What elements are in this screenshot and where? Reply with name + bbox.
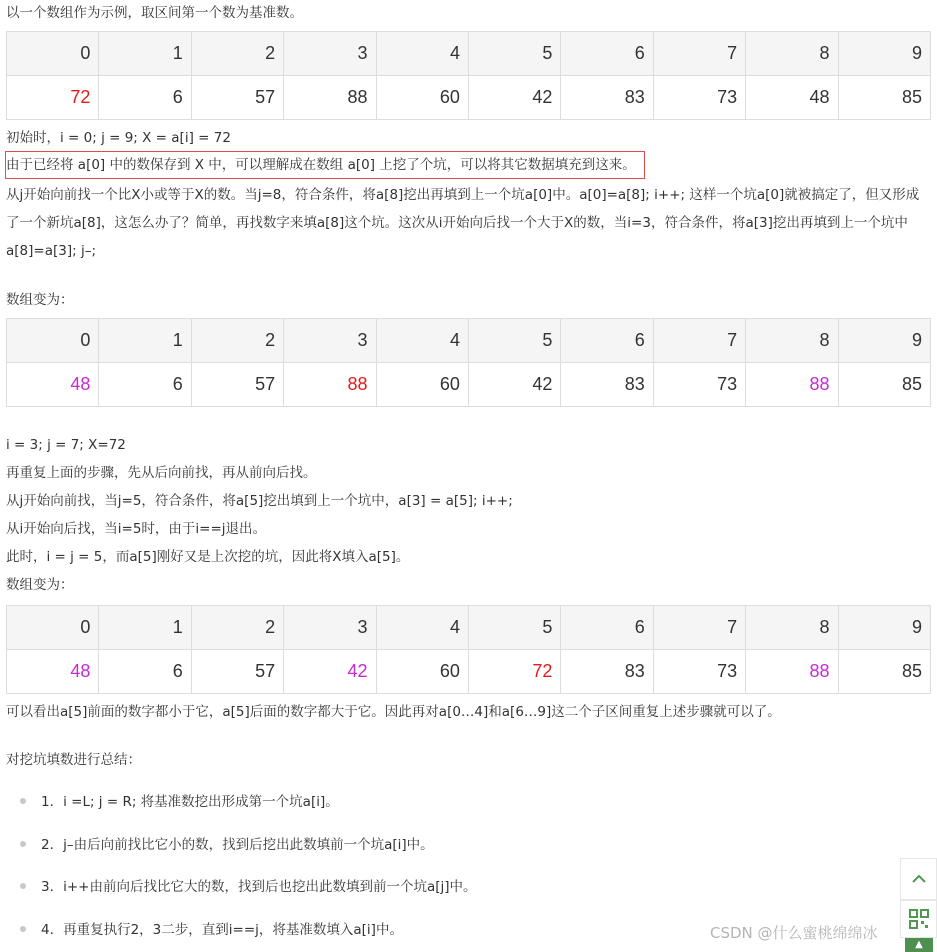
list-item: 4．再重复执行2，3二步，直到i==j，将基准数填入a[i]中。 <box>41 922 403 938</box>
index-cell: 7 <box>653 319 745 363</box>
array-changes-label-1: 数组变为： <box>6 292 74 308</box>
index-cell: 8 <box>746 606 838 650</box>
index-cell: 0 <box>7 32 99 76</box>
index-cell: 9 <box>838 32 930 76</box>
index-cell: 6 <box>561 606 653 650</box>
index-cell: 2 <box>191 319 283 363</box>
index-cell: 2 <box>191 606 283 650</box>
array-table-step2 <box>6 605 931 694</box>
value-cell: 88 <box>284 76 376 120</box>
value-cell: 42 <box>468 76 560 120</box>
index-cell: 3 <box>284 319 376 363</box>
list-item: 3．i++由前向后找比它大的数，找到后也挖出此数填到前一个坑a[j]中。 <box>41 879 477 895</box>
index-cell: 7 <box>653 606 745 650</box>
value-cell: 60 <box>376 363 468 407</box>
index-cell: 4 <box>376 606 468 650</box>
value-cell: 57 <box>191 363 283 407</box>
table-row <box>7 606 931 650</box>
value-cell: 83 <box>561 363 653 407</box>
value-cell: 48 <box>746 76 838 120</box>
index-cell: 1 <box>99 32 191 76</box>
array-table-initial <box>6 31 931 120</box>
bullet-dot-icon <box>20 798 26 804</box>
index-cell: 6 <box>561 32 653 76</box>
bullet-dot-icon <box>20 883 26 889</box>
index-cell: 5 <box>468 32 560 76</box>
step-j-text: 从j开始向前找，当j=5，符合条件，将a[5]挖出填到上一个坑中，a[3] = a[5]; i++; <box>6 493 513 509</box>
index-cell: 9 <box>838 319 930 363</box>
explanation-paragraph: 从j开始向前找一个比X小或等于X的数。当j=8，符合条件，将a[8]挖出再填到上一个坑a[0]中。a[0]=a[8]; i++; 这样一个坑a[0]就被搞定了，但又形成了一个新坑a[8]，这怎么办了？简单，再找数字来填a[8]这个坑。这次从i开始向后找一个大于X的数，当i=3，符合条件，将a[3]挖出再填到上一个坑中a[8]=a[3]; j–; <box>6 187 920 259</box>
value-cell: 88 <box>746 363 838 407</box>
index-cell: 4 <box>376 319 468 363</box>
value-cell: 48 <box>7 363 99 407</box>
value-cell: 73 <box>653 650 745 694</box>
value-cell: 42 <box>284 650 376 694</box>
value-cell: 60 <box>376 76 468 120</box>
intro-text: 以一个数组作为示例，取区间第一个数为基准数。 <box>6 5 303 21</box>
list-item: 1．i =L; j = R; 将基准数挖出形成第一个坑a[i]。 <box>41 794 339 810</box>
index-cell: 1 <box>99 606 191 650</box>
index-cell: 4 <box>376 32 468 76</box>
value-cell: 42 <box>468 363 560 407</box>
index-cell: 8 <box>746 319 838 363</box>
index-cell: 5 <box>468 606 560 650</box>
value-cell: 57 <box>191 650 283 694</box>
chevron-up-icon <box>911 874 927 884</box>
table-row <box>7 319 931 363</box>
conclusion-text: 可以看出a[5]前面的数字都小于它，a[5]后面的数字都大于它。因此再对a[0…4]和a[6…9]这二个子区间重复上述步骤就可以了。 <box>6 704 781 720</box>
value-cell: 57 <box>191 76 283 120</box>
value-cell: 72 <box>468 650 560 694</box>
index-cell: 0 <box>7 606 99 650</box>
step-i-text: 从i开始向后找，当i=5时，由于i==j退出。 <box>6 521 267 537</box>
value-cell: 88 <box>284 363 376 407</box>
highlight-text: 由于已经将 a[0] 中的数保存到 X 中，可以理解成在数组 a[0] 上挖了个坑，可以将其它数据填充到这来。 <box>6 157 636 173</box>
step-repeat-text: 再重复上面的步骤，先从后向前找，再从前向后找。 <box>6 465 317 481</box>
index-cell: 6 <box>561 319 653 363</box>
value-cell: 85 <box>838 76 930 120</box>
bullet-dot-icon <box>20 926 26 932</box>
value-cell: 88 <box>746 650 838 694</box>
index-cell: 7 <box>653 32 745 76</box>
step-now-text: 此时，i = j = 5，而a[5]刚好又是上次挖的坑，因此将X填入a[5]。 <box>6 549 410 565</box>
value-cell: 83 <box>561 76 653 120</box>
index-cell: 1 <box>99 319 191 363</box>
table-row <box>7 363 931 407</box>
index-cell: 0 <box>7 319 99 363</box>
value-cell: 48 <box>7 650 99 694</box>
value-cell: 6 <box>99 76 191 120</box>
table-row <box>7 76 931 120</box>
value-cell: 85 <box>838 650 930 694</box>
value-cell: 83 <box>561 650 653 694</box>
index-cell: 3 <box>284 32 376 76</box>
index-cell: 9 <box>838 606 930 650</box>
value-cell: 73 <box>653 76 745 120</box>
value-cell: 85 <box>838 363 930 407</box>
value-cell: 73 <box>653 363 745 407</box>
value-cell: 6 <box>99 650 191 694</box>
qr-code-button[interactable] <box>900 900 937 938</box>
qr-code-icon <box>909 909 929 929</box>
table-row <box>7 650 931 694</box>
table-row <box>7 32 931 76</box>
value-cell: 60 <box>376 650 468 694</box>
state2-text: i = 3; j = 7; X=72 <box>6 437 126 453</box>
init-state-text: 初始时，i = 0; j = 9; X = a[i] = 72 <box>6 130 231 146</box>
index-cell: 2 <box>191 32 283 76</box>
summary-title: 对挖坑填数进行总结： <box>6 752 141 768</box>
array-changes-label-2: 数组变为： <box>6 577 74 593</box>
value-cell: 6 <box>99 363 191 407</box>
bullet-dot-icon <box>20 841 26 847</box>
value-cell: 72 <box>7 76 99 120</box>
scroll-top-button[interactable] <box>900 858 937 900</box>
array-table-step1 <box>6 318 931 407</box>
list-item: 2．j–由后向前找比它小的数，找到后挖出此数填前一个坑a[i]中。 <box>41 837 434 853</box>
index-cell: 3 <box>284 606 376 650</box>
index-cell: 8 <box>746 32 838 76</box>
side-tab[interactable]: ▲ <box>905 938 933 952</box>
index-cell: 5 <box>468 319 560 363</box>
csdn-watermark: CSDN @什么蜜桃绵绵冰 <box>710 924 878 942</box>
